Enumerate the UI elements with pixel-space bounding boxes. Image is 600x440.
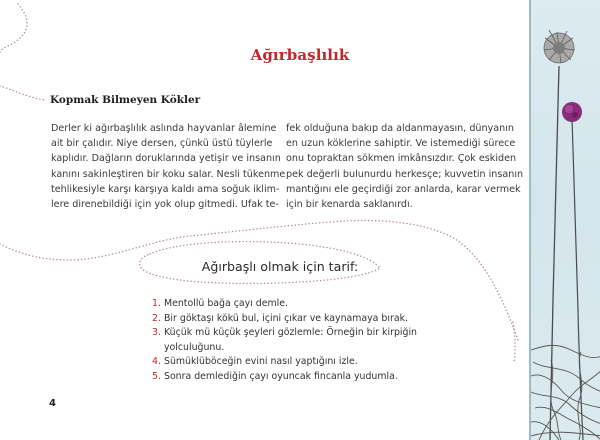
- step-number: 4.: [152, 356, 161, 368]
- dotted-line-top-left: [0, 4, 27, 52]
- page-title: Ağırbaşlılık: [250, 46, 350, 64]
- text-line: tehlikesiyle karşı karşıya kaldı ama soğuk iklim-: [51, 183, 280, 195]
- recipe-steps-list: [152, 297, 417, 385]
- step-text: Mentollü bağa çayı demle.: [164, 298, 288, 309]
- step-number: 5.: [152, 370, 161, 382]
- recipe-step: [152, 297, 417, 312]
- step-text: Bir göktaşı kökü bul, içini çıkar ve kaynamaya bırak.: [164, 312, 408, 324]
- text-line: ait bir çalıdır. Niye dersen, çünkü üstü tüylerle: [51, 138, 273, 150]
- step-text-continued: yolculuğunu.: [164, 341, 225, 353]
- section-heading: Kopmak Bilmeyen Kökler: [50, 94, 201, 106]
- dotted-line-right-tail: [513, 322, 515, 362]
- recipe-heading: Ağırbaşlı olmak için tarif:: [201, 259, 359, 274]
- text-line: kanını sakinleştiren bir koku salar. Nesli tükenme: [51, 168, 286, 180]
- step-number: 1.: [152, 298, 161, 309]
- gray-flower-stem: [550, 66, 559, 440]
- step-text: Sümüklüböceğin evini nasıl yaptığını izle.: [164, 356, 358, 368]
- text-line: lere direnebildiği için yok olup gitmedi. Ufak te-: [51, 199, 279, 211]
- text-line: için bir kenarda saklanırdı.: [286, 199, 413, 211]
- step-number: 3.: [152, 327, 161, 339]
- text-line: Derler ki ağırbaşlılık aslında hayvanlar âlemine: [51, 123, 277, 134]
- text-line: kaplıdır. Dağların doruklarında yetişir ve insanın: [51, 153, 281, 165]
- step-text: Sonra demlediğin çayı oyuncak fincanla yudumla.: [164, 370, 398, 382]
- recipe-step: [152, 326, 417, 355]
- page-number: 4: [49, 398, 56, 409]
- body-column-right: [286, 121, 524, 212]
- gray-flower-head-icon: [544, 30, 575, 63]
- text-line: pek değerli bulunurdu herkesçe; kuvvetin insanın: [286, 168, 524, 180]
- flower-illustration: [531, 0, 600, 440]
- step-number: 2.: [152, 312, 161, 324]
- recipe-step: [152, 312, 417, 327]
- body-paragraph-left: [51, 121, 286, 212]
- text-line: onu topraktan sökmen imkânsızdır. Çok eskiden: [286, 153, 517, 165]
- text-line: mantığını ele geçirdiği zor anlarda, karar vermek: [286, 183, 521, 195]
- text-line: en uzun köklerine sahiptir. Ve istemediği sürece: [286, 138, 516, 150]
- flower-illustration-panel: [529, 0, 600, 440]
- tangled-roots-icon: [531, 345, 600, 440]
- step-text: Küçük mü küçük şeyleri gözlemle: Örneğin bir kirpiğin: [164, 327, 417, 339]
- recipe-step: [152, 355, 417, 370]
- body-paragraph-right: [286, 121, 524, 212]
- dotted-line-heading-lead: [0, 86, 46, 100]
- body-column-left: [51, 121, 286, 212]
- text-line: fek olduğuna bakıp da aldanmayasın, dünyanın: [286, 123, 514, 134]
- purple-flower-head-icon: [562, 102, 582, 122]
- recipe-step: [152, 370, 417, 385]
